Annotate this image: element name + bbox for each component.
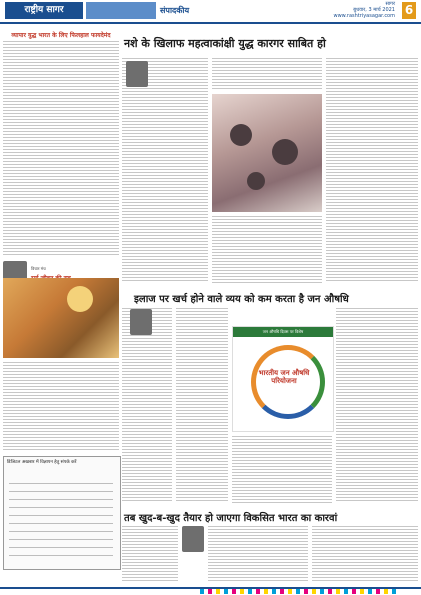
drug-abuse-photo [212, 94, 322, 212]
article-1-col-2-bottom [212, 216, 322, 283]
main-headline-3: तब खुद-ब-खुद तैयार हो जाएगा विकसित भारत का कारवां [124, 513, 338, 524]
article-2-col-1 [122, 308, 172, 503]
article-1-col-3 [326, 58, 418, 283]
brand-logo: राष्ट्रीय सागर [5, 2, 83, 19]
left-article-body-2 [3, 362, 119, 452]
advertisement-box [3, 456, 121, 570]
jan-aushadhi-logo-box [232, 326, 334, 432]
color-registration-marks [200, 589, 400, 594]
article-3-col-1 [122, 526, 178, 581]
article-3-col-3 [312, 526, 418, 581]
author-photo-1 [126, 61, 148, 87]
photo-figure-1 [230, 124, 252, 146]
logo-banner: जन औषधि दिवस पर विशेष [233, 327, 333, 337]
section-title: संपादकीय [160, 6, 190, 15]
page-footer [0, 584, 421, 595]
left-article-body [3, 41, 119, 256]
sun-painting-image [3, 278, 119, 358]
edition-info [300, 1, 395, 19]
edition-website: www.rashtriyasagar.com [333, 13, 395, 19]
author-photo-2 [130, 309, 152, 335]
article-3-col-2 [208, 526, 308, 581]
brand-bar [86, 2, 156, 19]
sun-icon [67, 286, 93, 312]
advertisement-text: डिजिटल अखबार में विज्ञापन हेतु संपर्क करें [7, 460, 77, 465]
edition-city: सागर [385, 1, 395, 7]
author-caption: विचार मंच [31, 266, 46, 271]
photo-figure-3 [247, 172, 265, 190]
article-1-col-1 [122, 58, 208, 283]
masthead [0, 0, 421, 24]
author-photo-3 [182, 526, 204, 552]
main-headline-1: नशे के खिलाफ महत्वाकांक्षी युद्ध कारगर साबित हो [124, 37, 326, 50]
article-2-col-2 [176, 308, 228, 503]
article-2-col-4 [336, 308, 418, 503]
photo-figure-2 [272, 139, 298, 165]
logo-text: भारतीय जन औषधि परियोजना [258, 369, 310, 385]
article-1-col-2-top [212, 58, 322, 90]
main-headline-2: इलाज पर खर्च होने वाले व्यय को कम करता है जन औषधि [134, 294, 349, 305]
page-number: 6 [402, 2, 416, 19]
left-article-headline: व्यापार युद्ध भारत के लिए फिलहाल फायदेमंद [11, 32, 111, 39]
advertisement-rows [9, 483, 113, 563]
article-2-col-3 [232, 436, 332, 503]
edition-date: बुधवार, 3 मार्च 2021 [353, 7, 395, 13]
left-column [3, 26, 119, 584]
main-area [122, 26, 418, 584]
